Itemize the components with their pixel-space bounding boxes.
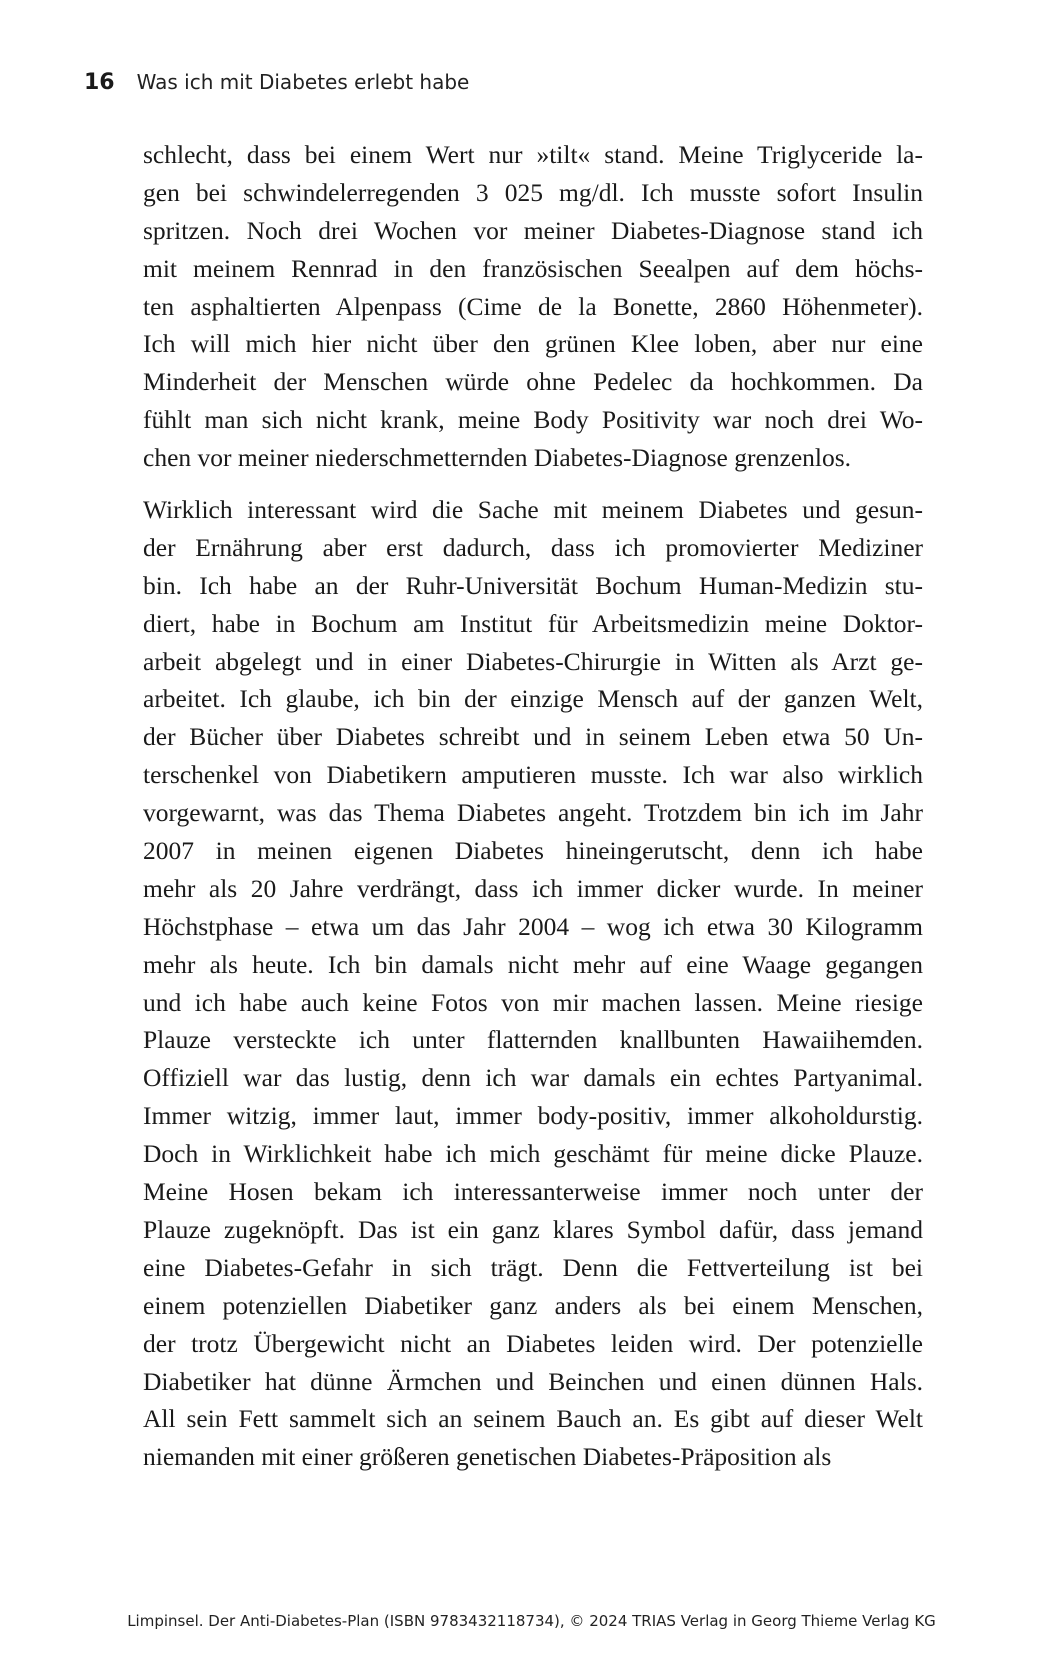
text-line: Diabetiker hat dünne Ärmchen und Beinchen und einen dünnen Hals.	[143, 1366, 923, 1396]
text-line: Doch in Wirklichkeit habe ich mich geschämt für meine dicke Plauze.	[143, 1139, 923, 1169]
text-line: Immer witzig, immer laut, immer body-positiv, immer alkoholdurstig.	[143, 1101, 923, 1131]
text-line: diert, habe in Bochum am Institut für Arbeitsmedizin meine Doktor-	[143, 608, 923, 638]
text-line: 2007 in meinen eigenen Diabetes hineingerutscht, denn ich habe	[143, 836, 923, 866]
text-line: Wirklich interessant wird die Sache mit meinem Diabetes und gesun-	[143, 495, 923, 525]
text-line: spritzen. Noch drei Wochen vor meiner Diabetes-Diagnose stand ich	[143, 215, 923, 245]
paragraph	[143, 491, 923, 1476]
text-line: schlecht, dass bei einem Wert nur »tilt« stand. Meine Triglyceride la-	[143, 140, 923, 169]
text-line: vorgewarnt, was das Thema Diabetes angeht. Trotzdem bin ich im Jahr	[143, 798, 923, 828]
text-line: einem potenziellen Diabetiker ganz anders als bei einem Menschen,	[143, 1290, 923, 1320]
footer-citation: Limpinsel. Der Anti-Diabetes-Plan (ISBN 9783432118734), © 2024 TRIAS Verlag in Georg Thieme Verlag KG	[127, 1612, 936, 1630]
text-line: fühlt man sich nicht krank, meine Body Positivity war noch drei Wo-	[143, 405, 923, 435]
text-line: ten asphaltierten Alpenpass (Cime de la Bonette, 2860 Höhenmeter).	[143, 291, 923, 321]
text-line: Höchstphase – etwa um das Jahr 2004 – wog ich etwa 30 Kilogramm	[143, 911, 923, 941]
text-line: und ich habe auch keine Fotos von mir machen lassen. Meine riesige	[143, 987, 923, 1017]
text-line: mehr als 20 Jahre verdrängt, dass ich immer dicker wurde. In meiner	[143, 873, 923, 903]
text-line: mit meinem Rennrad in den französischen Seealpen auf dem höchs-	[143, 253, 923, 283]
text-line: eine Diabetes-Gefahr in sich trägt. Denn die Fettverteilung ist bei	[143, 1252, 923, 1282]
running-header	[84, 70, 469, 100]
text-line: der trotz Übergewicht nicht an Diabetes leiden wird. Der potenzielle	[143, 1328, 923, 1358]
text-line: der Ernährung aber erst dadurch, dass ich promovierter Mediziner	[143, 532, 923, 562]
text-line: der Bücher über Diabetes schreibt und in seinem Leben etwa 50 Un-	[143, 722, 923, 752]
page-number: 16	[84, 70, 115, 95]
text-line: niemanden mit einer größeren genetischen Diabetes-Präposition als	[143, 1442, 832, 1472]
text-line: Offiziell war das lustig, denn ich war damals ein echtes Partyanimal.	[143, 1063, 923, 1093]
body-text	[143, 136, 923, 1476]
text-line: arbeit abgelegt und in einer Diabetes-Chirurgie in Witten als Arzt ge-	[143, 646, 923, 676]
running-title: Was ich mit Diabetes erlebt habe	[136, 70, 470, 94]
text-line: chen vor meiner niederschmetternden Diabetes-Diagnose grenzenlos.	[143, 443, 852, 473]
paragraph	[143, 136, 923, 477]
text-line: Plauze versteckte ich unter flatternden knallbunten Hawaiihemden.	[143, 1025, 923, 1055]
paragraph-gap	[143, 477, 923, 491]
text-line: Plauze zugeknöpft. Das ist ein ganz klares Symbol dafür, dass jemand	[143, 1214, 923, 1244]
text-line: Meine Hosen bekam ich interessanterweise immer noch unter der	[143, 1177, 923, 1207]
text-line: mehr als heute. Ich bin damals nicht mehr auf eine Waage gegangen	[143, 949, 923, 979]
text-line: gen bei schwindelerregenden 3 025 mg/dl. Ich musste sofort Insulin	[143, 177, 923, 207]
text-line: Ich will mich hier nicht über den grünen Klee loben, aber nur eine	[143, 329, 923, 359]
text-line: terschenkel von Diabetikern amputieren musste. Ich war also wirklich	[143, 760, 923, 790]
text-line: Minderheit der Menschen würde ohne Pedelec da hochkommen. Da	[143, 367, 923, 397]
text-line: All sein Fett sammelt sich an seinem Bauch an. Es gibt auf dieser Welt	[143, 1404, 923, 1434]
text-line: bin. Ich habe an der Ruhr-Universität Bochum Human-Medizin stu-	[143, 570, 923, 600]
text-line: arbeitet. Ich glaube, ich bin der einzige Mensch auf der ganzen Welt,	[143, 684, 923, 714]
